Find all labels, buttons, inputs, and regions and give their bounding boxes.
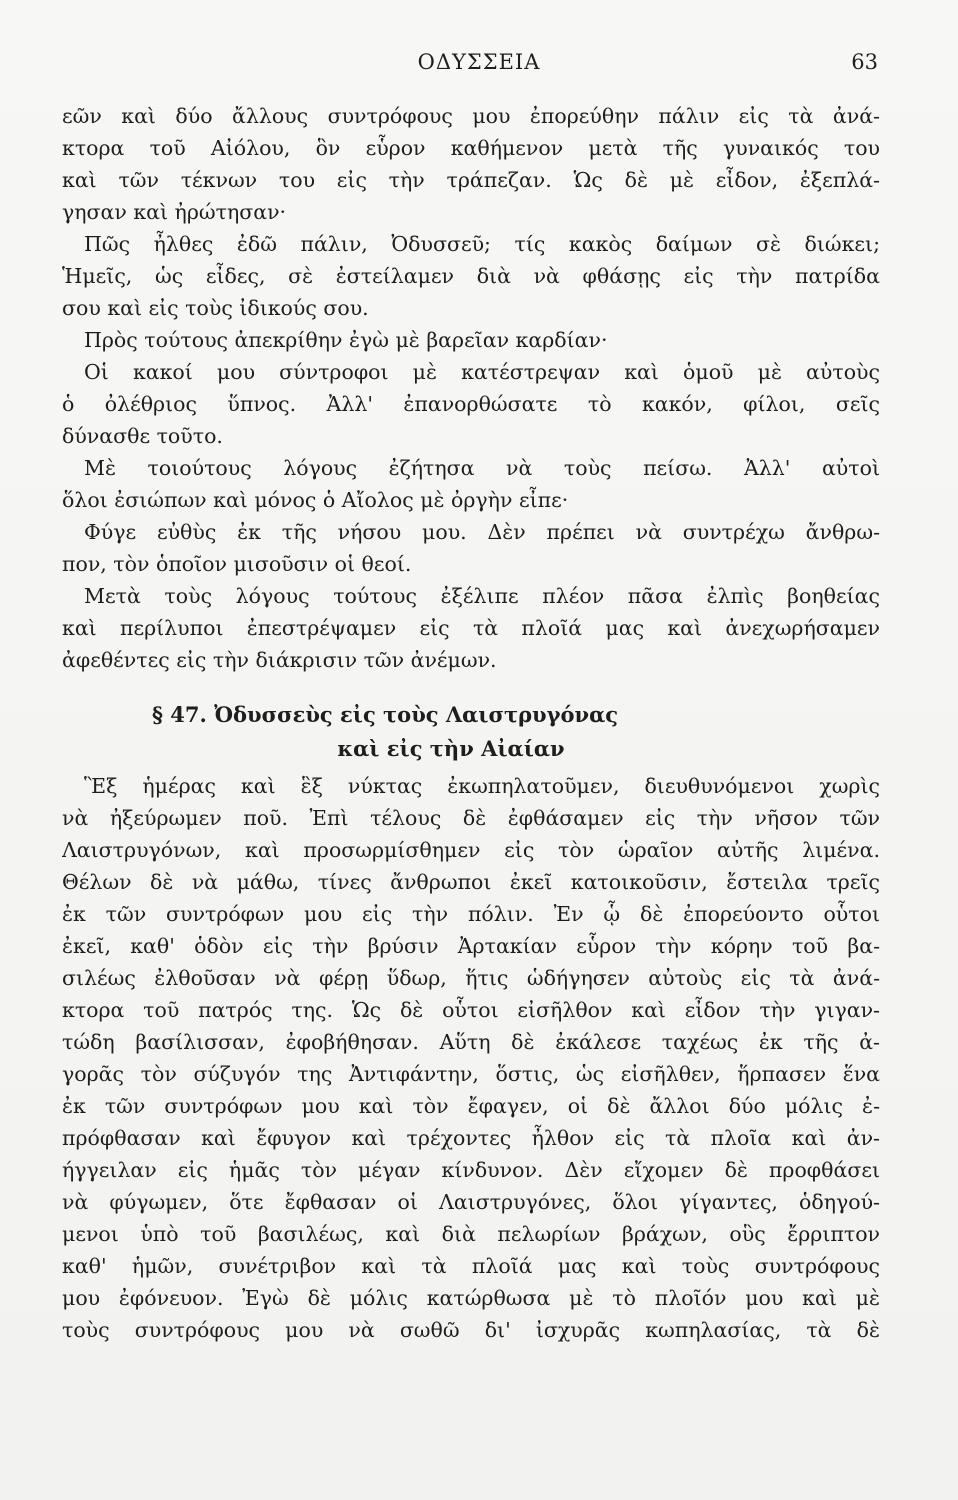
- text-line: νὰ ἠξεύρωμεν ποῦ. Ἐπὶ τέλους δὲ ἐφθάσαμεν εἰς τὴν νῆσον τῶν: [62, 806, 880, 830]
- running-head: [0, 50, 958, 90]
- text-line: Φύγε εὐθὺς ἐκ τῆς νήσου μου. Δὲν πρέπει νὰ συντρέχω ἄνθρω-: [84, 520, 880, 544]
- text-line: γησαν καὶ ἠρώτησαν·: [62, 200, 287, 224]
- text-line: Ἓξ ἡμέρας καὶ ἓξ νύκτας ἐκωπηλατοῦμεν, διευθυνόμενοι χωρὶς: [84, 774, 880, 798]
- text-line: καὶ τῶν τέκνων του εἰς τὴν τράπεζαν. Ὡς δὲ μὲ εἶδον, ἐξεπλά-: [62, 168, 880, 192]
- text-line: νὰ φύγωμεν, ὅτε ἔφθασαν οἱ Λαιστρυγόνες, ὅλοι γίγαντες, ὁδηγού-: [62, 1190, 880, 1214]
- running-title: ΟΔΥΣΣΕΙΑ: [417, 50, 541, 74]
- text-line: Μετὰ τοὺς λόγους τούτους ἐξέλιπε πλέον πᾶσα ἐλπὶς βοηθείας: [84, 584, 880, 608]
- text-line: Μὲ τοιούτους λόγους ἐζήτησα νὰ τοὺς πείσω. Ἀλλ' αὐτοὶ: [84, 456, 880, 480]
- text-line: κτορα τοῦ πατρός της. Ὡς δὲ οὗτοι εἰσῆλθον καὶ εἶδον τὴν γιγαν-: [62, 998, 880, 1022]
- section-heading-line: § 47. Ὀδυσσεὺς εἰς τοὺς Λαιστρυγόνας: [152, 702, 619, 727]
- text-line: ἐκεῖ, καθ' ὁδὸν εἰς τὴν βρύσιν Ἀρτακίαν εὗρον τὴν κόρην τοῦ βα-: [62, 934, 880, 958]
- text-line: ὁ ὀλέθριος ὕπνος. Ἀλλ' ἐπανορθώσατε τὸ κακόν, φίλοι, σεῖς: [62, 392, 880, 416]
- text-line: σου καὶ εἰς τοὺς ἰδικούς σου.: [62, 296, 369, 320]
- page-body: [62, 100, 880, 1346]
- section-heading-line: καὶ εἰς τὴν Αἰαίαν: [337, 736, 565, 761]
- page-number: 63: [851, 50, 878, 74]
- text-line: ὅλοι ἐσιώπων καὶ μόνος ὁ Αἴολος μὲ ὀργὴν εἶπε·: [62, 488, 569, 512]
- text-line: Λαιστρυγόνων, καὶ προσωρμίσθημεν εἰς τὸν ὡραῖον αὐτῆς λιμένα.: [62, 838, 880, 862]
- text-line: ήγγειλαν εἰς ἡμᾶς τὸν μέγαν κίνδυνον. Δὲν εἴχομεν δὲ προφθάσει: [62, 1158, 880, 1182]
- text-line: δύνασθε τοῦτο.: [62, 424, 223, 448]
- text-line: Ἡμεῖς, ὡς εἶδες, σὲ ἐστείλαμεν διὰ νὰ φθάσῃς εἰς τὴν πατρίδα: [62, 264, 880, 288]
- text-line: σιλέως ἐλθοῦσαν νὰ φέρῃ ὕδωρ, ἥτις ὡδήγησεν αὐτοὺς εἰς τὰ ἀνά-: [62, 966, 880, 990]
- text-line: καθ' ἡμῶν, συνέτριβον καὶ τὰ πλοῖά μας καὶ τοὺς συντρόφους: [62, 1254, 880, 1278]
- text-line: εῶν καὶ δύο ἄλλους συντρόφους μου ἐπορεύθην πάλιν εἰς τὰ ἀνά-: [62, 104, 880, 128]
- text-line: μενοι ὑπὸ τοῦ βασιλέως, καὶ διὰ πελωρίων βράχων, οὓς ἔρριπτον: [62, 1222, 880, 1246]
- text-line: ἀφεθέντες εἰς τὴν διάκρισιν τῶν ἀνέμων.: [62, 648, 497, 672]
- text-line: ἐκ τῶν συντρόφων μου καὶ τὸν ἔφαγεν, οἱ δὲ ἄλλοι δύο μόλις ἐ-: [62, 1094, 880, 1118]
- text-line: τοὺς συντρόφους μου νὰ σωθῶ δι' ἰσχυρᾶς κωπηλασίας, τὰ δὲ: [62, 1318, 880, 1342]
- text-line: Πρὸς τούτους ἀπεκρίθην ἐγὼ μὲ βαρεῖαν καρδίαν·: [84, 328, 608, 352]
- text-line: τώδη βασίλισσαν, ἐφοβήθησαν. Αὕτη δὲ ἐκάλεσε ταχέως ἐκ τῆς ἀ-: [62, 1030, 880, 1054]
- text-line: καὶ περίλυποι ἐπεστρέψαμεν εἰς τὰ πλοῖά μας καὶ ἀνεχωρήσαμεν: [62, 616, 880, 640]
- text-line: πρόφθασαν καὶ ἔφυγον καὶ τρέχοντες ἦλθον εἰς τὰ πλοῖα καὶ ἀν-: [62, 1126, 880, 1150]
- text-line: ἐκ τῶν συντρόφων μου εἰς τὴν πόλιν. Ἐν ᾧ δὲ ἐπορεύοντο οὗτοι: [62, 902, 880, 926]
- text-line: γορᾶς τὸν σύζυγόν της Ἀντιφάντην, ὅστις, ὡς εἰσῆλθεν, ἥρπασεν ἕνα: [62, 1062, 880, 1086]
- section-heading: [62, 698, 880, 766]
- text-line: μου ἐφόνευον. Ἐγὼ δὲ μόλις κατώρθωσα μὲ τὸ πλοῖόν μου καὶ μὲ: [62, 1286, 880, 1310]
- text-line: κτορα τοῦ Αἰόλου, ὃν εὗρον καθήμενον μετὰ τῆς γυναικός του: [62, 136, 880, 160]
- text-line: πον, τὸν ὁποῖον μισοῦσιν οἱ θεοί.: [62, 552, 412, 576]
- text-line: Οἱ κακοί μου σύντροφοι μὲ κατέστρεψαν καὶ ὁμοῦ μὲ αὐτοὺς: [84, 360, 880, 384]
- text-line: Θέλων δὲ νὰ μάθω, τίνες ἄνθρωποι ἐκεῖ κατοικοῦσιν, ἔστειλα τρεῖς: [62, 870, 880, 894]
- text-line: Πῶς ἦλθες ἐδῶ πάλιν, Ὀδυσσεῦ; τίς κακὸς δαίμων σὲ διώκει;: [84, 232, 880, 256]
